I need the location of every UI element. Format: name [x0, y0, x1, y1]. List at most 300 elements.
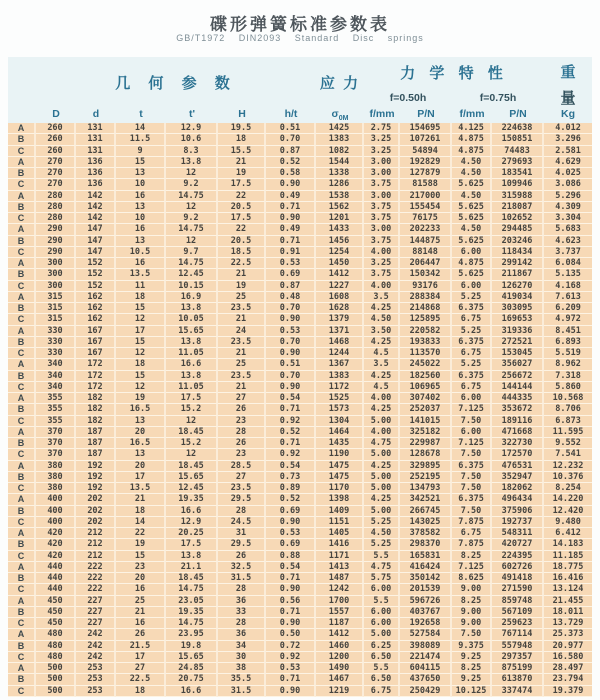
value-cell: 21 — [218, 348, 266, 359]
value-cell: 0.90 — [266, 348, 316, 359]
value-cell: 8.25 — [452, 596, 492, 607]
table-row — [8, 652, 592, 663]
value-cell: 8.625 — [452, 573, 492, 584]
table-row — [8, 629, 592, 640]
value-cell: 93176 — [400, 281, 452, 292]
value-cell: 7.50 — [452, 416, 492, 427]
value-cell: 0.54 — [266, 393, 316, 404]
value-cell: 340 — [36, 371, 76, 382]
value-cell: 16.416 — [544, 573, 592, 584]
value-cell: 3.00 — [364, 224, 400, 235]
value-cell: 14.75 — [166, 618, 218, 629]
value-cell: 15.5 — [218, 146, 266, 157]
value-cell: 131 — [76, 134, 116, 145]
value-cell: 28 — [218, 427, 266, 438]
value-cell: 8.3 — [166, 146, 218, 157]
table-row — [8, 247, 592, 258]
value-cell: 30 — [218, 652, 266, 663]
value-cell: 28.5 — [218, 461, 266, 472]
value-cell: 5.25 — [364, 517, 400, 528]
value-cell: 152 — [76, 258, 116, 269]
value-cell: 16.6 — [166, 686, 218, 697]
value-cell: 1187 — [316, 618, 364, 629]
value-cell: 33 — [218, 607, 266, 618]
series-cell: A — [8, 224, 36, 235]
value-cell: 23 — [116, 562, 166, 573]
col-header-h-over-t: h/t — [266, 108, 316, 123]
value-cell: 13.8 — [166, 371, 218, 382]
value-cell: 15.2 — [166, 438, 218, 449]
value-cell: 370 — [36, 438, 76, 449]
value-cell: 416424 — [400, 562, 452, 573]
value-cell: 2.75 — [364, 123, 400, 134]
value-cell: 4.25 — [364, 303, 400, 314]
value-cell: 252195 — [400, 472, 452, 483]
value-cell: 15 — [116, 303, 166, 314]
value-cell: 7.125 — [452, 438, 492, 449]
value-cell: 18 — [116, 292, 166, 303]
value-cell: 136 — [76, 157, 116, 168]
value-cell: 4.623 — [544, 236, 592, 247]
value-cell: 12 — [116, 314, 166, 325]
value-cell: 15.2 — [166, 404, 218, 415]
value-cell: 0.87 — [266, 146, 316, 157]
value-cell: 169653 — [492, 314, 544, 325]
value-cell: 131 — [76, 123, 116, 134]
value-cell: 0.53 — [266, 258, 316, 269]
value-cell: 14.75 — [166, 224, 218, 235]
value-cell: 245022 — [400, 359, 452, 370]
value-cell: 27 — [218, 393, 266, 404]
value-cell: 15 — [116, 337, 166, 348]
value-cell: 10.15 — [166, 281, 218, 292]
value-cell: 340 — [36, 382, 76, 393]
value-cell: 380 — [36, 472, 76, 483]
table-row — [8, 382, 592, 393]
value-cell: 14.75 — [166, 584, 218, 595]
series-cell: A — [8, 393, 36, 404]
value-cell: 1487 — [316, 573, 364, 584]
value-cell: 17 — [116, 326, 166, 337]
value-cell: 7.875 — [452, 539, 492, 550]
table-row — [8, 337, 592, 348]
group-weight-header-top: 重 — [544, 57, 592, 87]
value-cell: 1425 — [316, 123, 364, 134]
value-cell: 144875 — [400, 236, 452, 247]
value-cell: 38 — [218, 663, 266, 674]
value-cell: 7.50 — [452, 472, 492, 483]
value-cell: 19.35 — [166, 494, 218, 505]
value-cell: 23.5 — [218, 337, 266, 348]
value-cell: 12.232 — [544, 461, 592, 472]
value-cell: 1433 — [316, 224, 364, 235]
value-cell: 300 — [36, 258, 76, 269]
series-cell: C — [8, 416, 36, 427]
table-row — [8, 663, 592, 674]
value-cell: 222 — [76, 573, 116, 584]
value-cell: 0.72 — [266, 641, 316, 652]
value-cell: 0.50 — [266, 629, 316, 640]
value-cell: 29.5 — [218, 494, 266, 505]
value-cell: 380 — [36, 461, 76, 472]
table-row — [8, 303, 592, 314]
series-cell: B — [8, 236, 36, 247]
value-cell: 147 — [76, 247, 116, 258]
value-cell: 7.50 — [452, 449, 492, 460]
value-cell: 9.7 — [166, 247, 218, 258]
series-cell: C — [8, 449, 36, 460]
value-cell: 6.084 — [544, 258, 592, 269]
value-cell: 5.683 — [544, 224, 592, 235]
value-cell: 20.75 — [166, 674, 218, 685]
series-cell: A — [8, 292, 36, 303]
value-cell: 212 — [76, 551, 116, 562]
value-cell: 5.5 — [364, 596, 400, 607]
value-cell: 10 — [116, 179, 166, 190]
value-cell: 400 — [36, 517, 76, 528]
parameters-table-container — [8, 57, 592, 694]
value-cell: 18.5 — [218, 247, 266, 258]
table-row — [8, 326, 592, 337]
table-row — [8, 449, 592, 460]
value-cell: 202 — [76, 494, 116, 505]
value-cell: 7.875 — [452, 517, 492, 528]
value-cell: 4.875 — [452, 134, 492, 145]
value-cell: 319336 — [492, 326, 544, 337]
value-cell: 0.71 — [266, 573, 316, 584]
table-row — [8, 371, 592, 382]
col-header-series — [8, 108, 36, 123]
value-cell: 6.00 — [364, 584, 400, 595]
value-cell: 1190 — [316, 449, 364, 460]
value-cell: 280 — [36, 191, 76, 202]
value-cell: 5.625 — [452, 179, 492, 190]
value-cell: 227 — [76, 596, 116, 607]
value-cell: 3.5 — [364, 292, 400, 303]
value-cell: 1242 — [316, 584, 364, 595]
value-cell: 6.75 — [364, 686, 400, 697]
value-cell: 3.25 — [364, 134, 400, 145]
value-cell: 0.52 — [266, 157, 316, 168]
series-cell: B — [8, 506, 36, 517]
value-cell: 10.05 — [166, 314, 218, 325]
value-cell: 4.00 — [364, 281, 400, 292]
value-cell: 3.25 — [364, 258, 400, 269]
value-cell: 218087 — [492, 202, 544, 213]
table-row — [8, 258, 592, 269]
value-cell: 419034 — [492, 292, 544, 303]
value-cell: 6.209 — [544, 303, 592, 314]
value-cell: 17.5 — [218, 213, 266, 224]
value-cell: 340 — [36, 359, 76, 370]
value-cell: 300 — [36, 269, 76, 280]
series-cell: B — [8, 337, 36, 348]
value-cell: 1413 — [316, 562, 364, 573]
table-row — [8, 213, 592, 224]
value-cell: 8.706 — [544, 404, 592, 415]
value-cell: 136 — [76, 168, 116, 179]
value-cell: 7.50 — [452, 483, 492, 494]
col-header-p-n-075: P/N — [492, 108, 544, 123]
value-cell: 480 — [36, 652, 76, 663]
value-cell: 6.50 — [364, 652, 400, 663]
value-cell: 0.71 — [266, 607, 316, 618]
series-cell: B — [8, 641, 36, 652]
value-cell: 0.49 — [266, 224, 316, 235]
table-row — [8, 618, 592, 629]
value-cell: 0.53 — [266, 528, 316, 539]
value-cell: 189116 — [492, 416, 544, 427]
value-cell: 182 — [76, 416, 116, 427]
value-cell: 154695 — [400, 123, 452, 134]
value-cell: 12.420 — [544, 506, 592, 517]
value-cell: 3.5 — [364, 359, 400, 370]
value-cell: 6.00 — [364, 618, 400, 629]
value-cell: 355 — [36, 404, 76, 415]
value-cell: 143025 — [400, 517, 452, 528]
value-cell: 14.220 — [544, 494, 592, 505]
value-cell: 400 — [36, 506, 76, 517]
value-cell: 6.75 — [452, 314, 492, 325]
value-cell: 8.254 — [544, 483, 592, 494]
value-cell: 329895 — [400, 461, 452, 472]
value-cell: 141015 — [400, 416, 452, 427]
value-cell: 4.25 — [364, 337, 400, 348]
value-cell: 342521 — [400, 494, 452, 505]
page-subtitle: GB/T1972 DIN2093 Standard Disc springs — [176, 33, 424, 43]
value-cell: 14.183 — [544, 539, 592, 550]
value-cell: 192 — [76, 461, 116, 472]
value-cell: 23.5 — [218, 371, 266, 382]
value-cell: 2.581 — [544, 146, 592, 157]
value-cell: 4.00 — [364, 427, 400, 438]
value-cell: 4.25 — [364, 461, 400, 472]
value-cell: 109946 — [492, 179, 544, 190]
value-cell: 0.88 — [266, 551, 316, 562]
value-cell: 6.00 — [452, 393, 492, 404]
series-cell: C — [8, 213, 36, 224]
value-cell: 16 — [116, 258, 166, 269]
value-cell: 9.00 — [452, 618, 492, 629]
value-cell: 36 — [218, 596, 266, 607]
value-cell: 307402 — [400, 393, 452, 404]
value-cell: 767114 — [492, 629, 544, 640]
page-title: 碟形弹簧标准参数表 — [210, 15, 390, 34]
value-cell: 279693 — [492, 157, 544, 168]
sigma-symbol: σ — [331, 108, 339, 120]
value-cell: 20 — [116, 573, 166, 584]
value-cell: 1416 — [316, 539, 364, 550]
value-cell: 74483 — [492, 146, 544, 157]
value-cell: 5.00 — [364, 472, 400, 483]
value-cell: 1475 — [316, 461, 364, 472]
value-cell: 1398 — [316, 494, 364, 505]
value-cell: 18.775 — [544, 562, 592, 573]
value-cell: 250429 — [400, 686, 452, 697]
value-cell: 303095 — [492, 303, 544, 314]
col-header-f-mm-075: f/mm — [452, 108, 492, 123]
value-cell: 18 — [116, 686, 166, 697]
value-cell: 142 — [76, 202, 116, 213]
value-cell: 1227 — [316, 281, 364, 292]
value-cell: 444335 — [492, 393, 544, 404]
value-cell: 31.5 — [218, 686, 266, 697]
value-cell: 202 — [76, 506, 116, 517]
value-cell: 21 — [218, 269, 266, 280]
value-cell: 16.6 — [166, 506, 218, 517]
value-cell: 1435 — [316, 438, 364, 449]
value-cell: 15.65 — [166, 652, 218, 663]
value-cell: 0.51 — [266, 123, 316, 134]
value-cell: 0.71 — [266, 674, 316, 685]
value-cell: 17.5 — [218, 179, 266, 190]
table-body — [8, 123, 592, 697]
value-cell: 142 — [76, 213, 116, 224]
value-cell: 476531 — [492, 461, 544, 472]
value-cell: 4.25 — [364, 404, 400, 415]
value-cell: 222 — [76, 584, 116, 595]
value-cell: 3.086 — [544, 179, 592, 190]
series-cell: B — [8, 168, 36, 179]
value-cell: 192737 — [492, 517, 544, 528]
value-cell: 1467 — [316, 674, 364, 685]
value-cell: 0.70 — [266, 337, 316, 348]
value-cell: 602726 — [492, 562, 544, 573]
series-cell: A — [8, 326, 36, 337]
value-cell: 9.552 — [544, 438, 592, 449]
value-cell: 1412 — [316, 629, 364, 640]
value-cell: 19.35 — [166, 607, 218, 618]
table-row — [8, 517, 592, 528]
value-cell: 4.012 — [544, 123, 592, 134]
value-cell: 0.71 — [266, 202, 316, 213]
value-cell: 300 — [36, 281, 76, 292]
value-cell: 6.75 — [452, 348, 492, 359]
value-cell: 5.860 — [544, 382, 592, 393]
value-cell: 16.6 — [166, 359, 218, 370]
table-row — [8, 404, 592, 415]
value-cell: 3.75 — [364, 202, 400, 213]
value-cell: 604115 — [400, 663, 452, 674]
value-cell: 1200 — [316, 652, 364, 663]
value-cell: 7.613 — [544, 292, 592, 303]
value-cell: 23.5 — [218, 303, 266, 314]
table-row — [8, 539, 592, 550]
value-cell: 19.5 — [218, 123, 266, 134]
value-cell: 13 — [116, 449, 166, 460]
value-cell: 242 — [76, 652, 116, 663]
series-cell: A — [8, 427, 36, 438]
value-cell: 19 — [116, 393, 166, 404]
value-cell: 5.00 — [364, 449, 400, 460]
value-cell: 152 — [76, 269, 116, 280]
value-cell: 1405 — [316, 528, 364, 539]
table-row — [8, 179, 592, 190]
value-cell: 5.25 — [452, 359, 492, 370]
value-cell: 4.25 — [364, 371, 400, 382]
value-cell: 22.5 — [116, 674, 166, 685]
value-cell: 81588 — [400, 179, 452, 190]
value-cell: 4.75 — [364, 438, 400, 449]
value-cell: 1468 — [316, 337, 364, 348]
value-cell: 1456 — [316, 236, 364, 247]
value-cell: 125895 — [400, 314, 452, 325]
value-cell: 6.00 — [452, 427, 492, 438]
value-cell: 1082 — [316, 146, 364, 157]
value-cell: 224638 — [492, 123, 544, 134]
value-cell: 0.70 — [266, 303, 316, 314]
value-cell: 4.50 — [452, 224, 492, 235]
series-cell: A — [8, 562, 36, 573]
col-header-t: t — [116, 108, 166, 123]
value-cell: 1371 — [316, 326, 364, 337]
table-row — [8, 393, 592, 404]
series-cell: B — [8, 607, 36, 618]
value-cell: 102652 — [492, 213, 544, 224]
series-cell: C — [8, 517, 36, 528]
value-cell: 9.00 — [452, 584, 492, 595]
value-cell: 23 — [218, 449, 266, 460]
value-cell: 16.5 — [116, 438, 166, 449]
table-row — [8, 472, 592, 483]
value-cell: 288384 — [400, 292, 452, 303]
col-header-f-mm-050: f/mm — [364, 108, 400, 123]
value-cell: 6.375 — [452, 371, 492, 382]
value-cell: 4.5 — [364, 348, 400, 359]
value-cell: 259623 — [492, 618, 544, 629]
table-row — [8, 641, 592, 652]
value-cell: 1383 — [316, 371, 364, 382]
value-cell: 11 — [116, 281, 166, 292]
value-cell: 24.5 — [218, 517, 266, 528]
value-cell: 0.92 — [266, 416, 316, 427]
value-cell: 13.5 — [116, 483, 166, 494]
value-cell: 1151 — [316, 517, 364, 528]
value-cell: 1450 — [316, 258, 364, 269]
value-cell: 6.375 — [452, 337, 492, 348]
value-cell: 450 — [36, 618, 76, 629]
value-cell: 23 — [218, 416, 266, 427]
series-cell: A — [8, 258, 36, 269]
series-cell: C — [8, 281, 36, 292]
value-cell: 420 — [36, 551, 76, 562]
value-cell: 7.125 — [452, 562, 492, 573]
value-cell: 224395 — [492, 551, 544, 562]
table-row — [8, 359, 592, 370]
value-cell: 6.893 — [544, 337, 592, 348]
value-cell: 220582 — [400, 326, 452, 337]
value-cell: 13.729 — [544, 618, 592, 629]
value-cell: 4.50 — [452, 157, 492, 168]
value-cell: 242 — [76, 641, 116, 652]
table-row — [8, 134, 592, 145]
series-cell: C — [8, 686, 36, 697]
value-cell: 491418 — [492, 573, 544, 584]
value-cell: 212 — [76, 528, 116, 539]
series-cell: B — [8, 202, 36, 213]
series-cell: B — [8, 134, 36, 145]
value-cell: 4.875 — [452, 258, 492, 269]
value-cell: 4.125 — [452, 123, 492, 134]
value-cell: 172 — [76, 359, 116, 370]
value-cell: 0.71 — [266, 404, 316, 415]
value-cell: 23.5 — [218, 483, 266, 494]
value-cell: 201539 — [400, 584, 452, 595]
value-cell: 440 — [36, 584, 76, 595]
series-cell: B — [8, 674, 36, 685]
value-cell: 0.53 — [266, 326, 316, 337]
value-cell: 27 — [218, 472, 266, 483]
